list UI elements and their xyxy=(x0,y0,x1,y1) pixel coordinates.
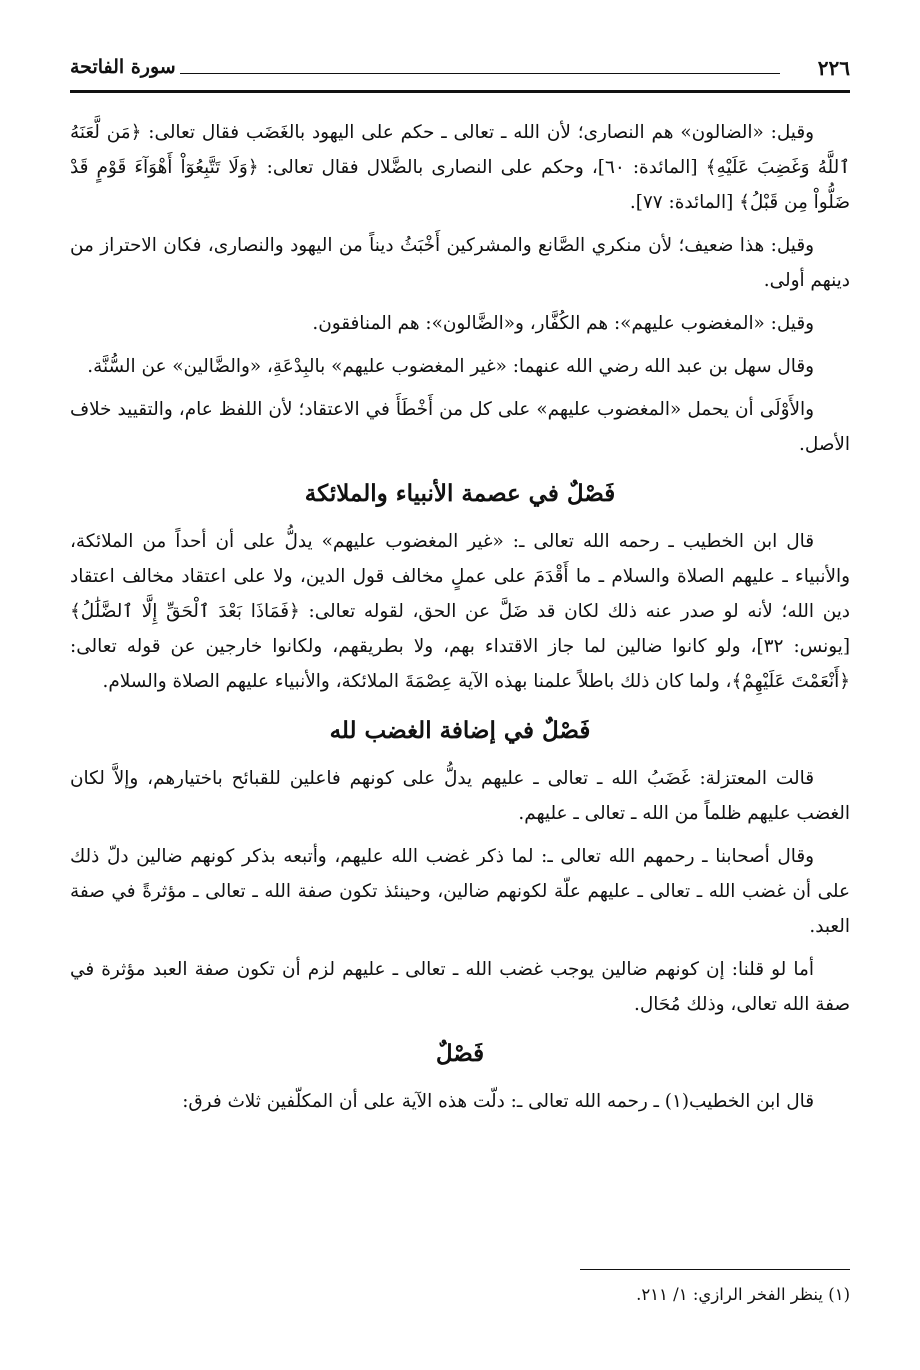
header-rule xyxy=(180,73,780,74)
paragraph: وقال سهل بن عبد الله رضي الله عنهما: «غير المغضوب عليهم» بالبِدْعَةِ، «والضَّالين» عن السُّنَّة. xyxy=(87,356,814,377)
section-heading-fasl: فَصْلٌ xyxy=(435,1040,485,1067)
paragraph: أما لو قلنا: إن كونهم ضالين يوجب غضب الله ـ تعالى ـ عليهم لزم أن تكون صفة العبد مؤثرة في صفة الله تعالى، وذلك مُحَال. xyxy=(70,959,850,1015)
paragraph: وقيل: «المغضوب عليهم»: هم الكُفَّار، و«الضَّالون»: هم المنافقون. xyxy=(312,313,814,334)
running-header xyxy=(70,50,850,93)
paragraph: وقيل: «الضالون» هم النصارى؛ لأن الله ـ تعالى ـ حكم على اليهود بالغَضَب فقال تعالى: ﴿مَن لَّعَنَهُ ٱللَّهُ وَغَضِبَ عَلَيْهِ﴾ [المائدة: ٦٠]، وحكم على النصارى بالضَّلال فقال تعالى: ﴿وَلَا تَتَّبِعُوٓاْ أَهْوَآءَ قَوْمٍ قَدْ ضَلُّواْ مِن قَبْلُ﴾ [المائدة: ٧٧]. xyxy=(70,122,850,213)
paragraph: والأَوْلَى أن يحمل «المغضوب عليهم» على كل من أَخْطَأَ في الاعتقاد؛ لأن اللفظ عام، والتقييد خلاف الأصل. xyxy=(70,399,850,455)
body-text xyxy=(70,115,850,1119)
section-heading-divine-anger: فَصْلٌ في إضافة الغضب لله xyxy=(329,717,591,744)
paragraph: قال ابن الخطيب(١) ـ رحمه الله تعالى ـ: دلّت هذه الآية على أن المكلّفين ثلاث فرق: xyxy=(182,1091,814,1112)
paragraph: وقيل: هذا ضعيف؛ لأن منكري الصَّانع والمشركين أَخْبَثُ ديناً من اليهود والنصارى، فكان الاحتراز من دينهم أولى. xyxy=(70,235,850,291)
paragraph: وقال أصحابنا ـ رحمهم الله تعالى ـ: لما ذكر غضب الله عليهم، وأتبعه بذكر كونهم ضالين دلّ ذلك على أن غضب الله ـ تعالى ـ عليهم علّة لكونهم ضالين، وحينئذ تكون صفة الله ـ تعالى ـ مؤثرةً في صفة العبد. xyxy=(70,846,850,937)
page-number: ٢٢٦ xyxy=(817,56,850,80)
footnote: (١) ينظر الفخر الرازي: ١/ ٢١١. xyxy=(636,1285,850,1304)
paragraph: قالت المعتزلة: غَضَبُ الله ـ تعالى ـ عليهم يدلُّ على كونهم فاعلين للقبائح باختيارهم، وإلاَّ لكان الغضب عليهم ظلماً من الله ـ تعالى ـ عليهم. xyxy=(70,768,850,824)
paragraph: قال ابن الخطيب ـ رحمه الله تعالى ـ: «غير المغضوب عليهم» يدلُّ على أن أحداً من الملائكة، والأنبياء ـ عليهم الصلاة والسلام ـ ما أَقْدَمَ على عملٍ مخالف قول الدين، ولا على اعتقاد مخالف اعتقاد دين الله؛ لأنه لو صدر عنه ذلك لكان قد ضَلَّ عن الحق، لقوله تعالى: ﴿فَمَاذَا بَعْدَ ٱلْحَقِّ إِلَّا ٱلضَّلَٰلُ﴾ [يونس: ٣٢]، ولو كانوا ضالين لما جاز الاقتداء بهم، ولا بطريقهم، ولكانوا خارجين عن قوله تعالى: ﴿أَنْعَمْتَ عَلَيْهِمْ﴾، ولما كان ذلك باطلاً علمنا بهذه الآية عِصْمَةَ الملائكة، والأنبياء عليهم الصلاة والسلام. xyxy=(70,531,850,692)
section-heading-infallibility: فَصْلٌ في عصمة الأنبياء والملائكة xyxy=(304,480,616,507)
surah-title: سورة الفاتحة xyxy=(70,56,176,78)
footnote-rule xyxy=(580,1269,850,1270)
book-page xyxy=(70,50,850,1350)
